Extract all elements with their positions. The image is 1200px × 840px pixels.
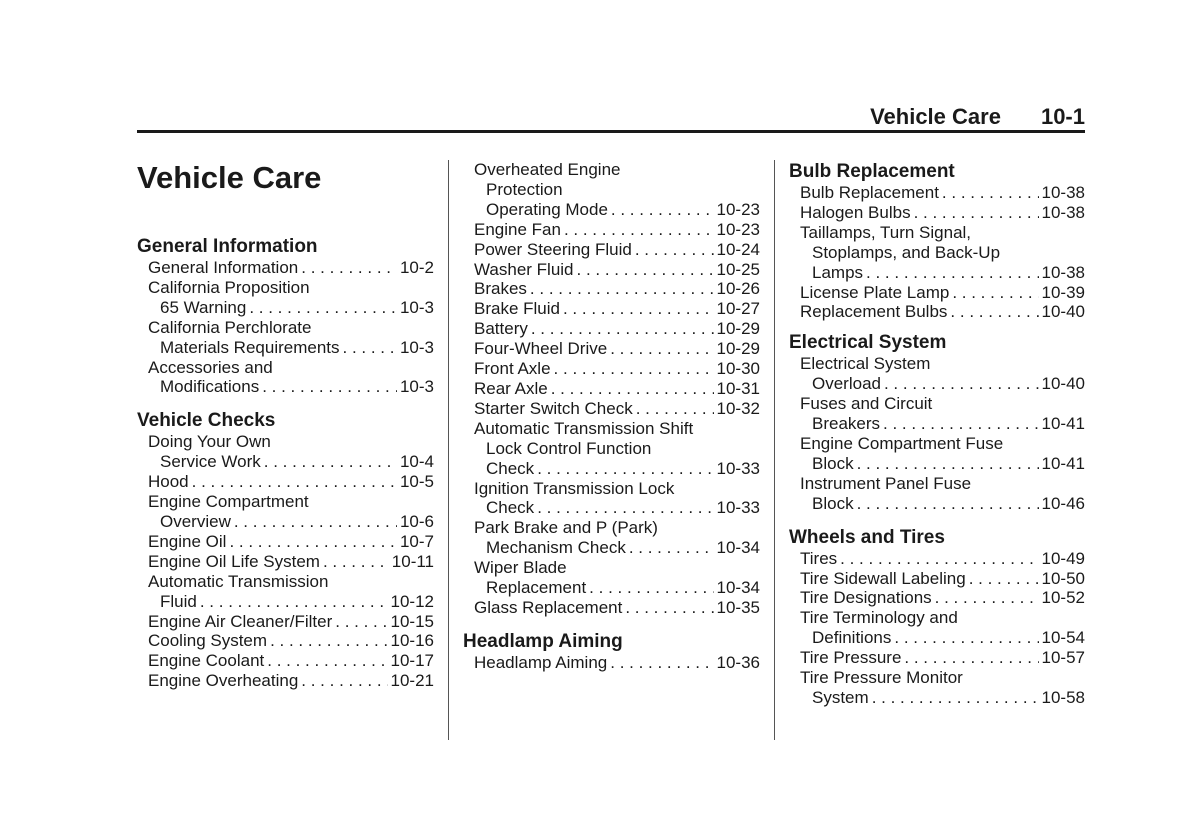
dot-leader [610,653,713,673]
dot-leader [952,283,1038,303]
toc-entry-text: General Information [148,258,299,277]
toc-entry-text: Protection [486,179,563,199]
toc-entry-text: Halogen Bulbs [800,202,911,222]
toc-entry-text: Tire Designations [800,588,932,608]
toc-entry-text: Cooling System [148,631,268,651]
header-page-number: 10-1 [1040,104,1085,129]
toc-entry-page: 10-26 [716,279,760,299]
dot-leader [200,592,388,612]
toc-entry-text: Electrical System [800,354,931,374]
toc-column-2 [463,160,760,673]
toc-entry[interactable] [800,549,1085,569]
section-entries [463,160,760,618]
toc-entry[interactable] [148,318,434,358]
toc-entry-page: 10-27 [716,299,760,319]
section-entries [789,183,1085,322]
dot-leader [335,612,387,632]
toc-entry-text: Tire Terminology and [800,608,958,628]
toc-entry-text: System [812,687,869,707]
toc-entry-text: Tire Sidewall Labeling [800,568,966,588]
toc-entry-text: Overheated Engine [474,160,621,179]
toc-entry[interactable] [474,379,760,399]
toc-entry-page: 10-23 [716,199,760,219]
dot-leader [577,260,714,280]
toc-entry-page: 10-17 [390,651,434,671]
running-header [137,100,1085,130]
header-rule [137,130,1085,133]
toc-entry-text: Glass Replacement [474,597,623,617]
toc-entry-page: 10-23 [716,219,760,239]
toc-entry-text: Engine Air Cleaner/Filter [148,611,333,631]
toc-entry[interactable] [148,532,434,552]
dot-leader [323,552,389,572]
toc-entry[interactable] [474,319,760,339]
toc-entry-text: Modifications [160,377,260,397]
dot-leader [551,379,714,399]
dot-leader [564,220,714,240]
toc-column-3 [789,160,1085,708]
section-entries [789,549,1085,708]
section-title: Headlamp Aiming [463,630,623,652]
toc-entry-text: California Perchlorate [148,317,312,337]
toc-entry[interactable] [800,223,1085,283]
dot-leader [234,512,397,532]
toc-entry-page: 10-54 [1041,628,1085,648]
toc-entry[interactable] [800,588,1085,608]
dot-leader [629,538,714,558]
toc-entry-text: Automatic Transmission Shift [474,418,694,438]
toc-entry-text: Check [486,498,535,518]
toc-entry[interactable] [800,569,1085,589]
toc-entry-page: 10-41 [1041,453,1085,473]
dot-leader [343,338,397,358]
toc-entry-text: Doing Your Own [148,432,271,452]
toc-entry-text: Fluid [160,591,197,611]
dot-leader [857,494,1039,514]
toc-entry[interactable] [800,183,1085,203]
dot-leader [229,532,397,552]
section-title: Wheels and Tires [789,526,945,548]
toc-column-1 [137,160,434,691]
dot-leader [267,651,387,671]
dot-leader [625,598,713,618]
toc-entry-page: 10-11 [391,551,434,571]
dot-leader [554,359,714,379]
toc-entry-text: Lamps [812,262,864,282]
toc-entry-page: 10-33 [716,498,760,518]
toc-entry-text: Block [812,453,854,473]
toc-entry-text: Wiper Blade [474,558,567,578]
toc-entry-text: Ignition Transmission Lock [474,478,675,498]
toc-entry-text: Stoplamps, and Back-Up [812,242,1001,262]
section-title: Bulb Replacement [789,161,955,182]
toc-entry-text: Park Brake and P (Park) [474,518,658,538]
section-entries [789,354,1085,513]
toc-entry[interactable] [474,479,760,519]
toc-entry-page: 10-15 [390,611,434,631]
toc-entry-text: Tire Pressure [800,648,902,668]
toc-entry-page: 10-3 [399,377,434,397]
section-entries [463,653,760,673]
dot-leader [872,688,1039,708]
toc-entry-page: 10-16 [390,631,434,651]
toc-entry-text: Engine Compartment Fuse [800,433,1004,453]
toc-entry-page: 10-52 [1041,588,1085,608]
toc-entry[interactable] [800,394,1085,434]
toc-entry-text: Engine Compartment [148,492,309,512]
toc-entry[interactable] [474,598,760,618]
toc-entry-text: Overview [160,511,231,531]
toc-entry-page: 10-46 [1041,493,1085,513]
toc-entry-text: Battery [474,319,528,339]
toc-entry-text: Engine Oil [148,531,227,551]
dot-leader [866,263,1038,283]
dot-leader [840,549,1038,569]
toc-entry-page: 10-36 [716,652,760,672]
toc-entry[interactable] [474,160,760,220]
toc-entry[interactable] [800,434,1085,474]
section-entries [137,258,434,397]
toc-entry-text: Hood [148,472,189,492]
toc-entry-text: Engine Overheating [148,671,299,691]
toc-entry[interactable] [800,354,1085,394]
toc-entry[interactable] [800,608,1085,648]
toc-entry-page: 10-24 [716,239,760,259]
dot-leader [914,203,1039,223]
toc-entry-text: Replacement Bulbs [800,302,948,322]
dot-leader [884,374,1039,394]
toc-entry-page: 10-4 [399,452,434,472]
toc-entry-text: Block [812,493,854,513]
toc-entry[interactable] [800,283,1085,303]
toc-entry-text: Definitions [812,628,892,648]
toc-entry-text: Service Work [160,452,261,472]
toc-entry-text: Breakers [812,414,881,434]
dot-leader [942,183,1039,203]
dot-leader [950,302,1038,322]
toc-entry-text: Engine Oil Life System [148,551,320,571]
toc-entry-text: Brakes [474,279,527,299]
dot-leader [530,279,714,299]
toc-entry-page: 10-34 [716,578,760,598]
toc-entry[interactable] [148,492,434,532]
toc-entry[interactable] [148,258,434,278]
toc-entry-page: 10-50 [1041,568,1085,588]
toc-entry-text: Accessories and [148,357,273,377]
toc-entry-page: 10-30 [716,359,760,379]
dot-leader [270,631,387,651]
section-entries [137,432,434,691]
dot-leader [883,414,1038,434]
dot-leader [611,200,714,220]
toc-entry-text: Operating Mode [486,199,608,219]
dot-leader [935,588,1039,608]
toc-entry-text: California Proposition [148,277,310,297]
toc-entry[interactable] [474,240,760,260]
dot-leader [969,569,1039,589]
dot-leader [249,298,397,318]
dot-leader [635,240,714,260]
toc-entry-text: Engine Fan [474,219,561,239]
dot-leader [531,319,714,339]
dot-leader [301,671,387,691]
toc-entry-page: 10-5 [399,472,434,492]
toc-entry-text: Overload [812,374,881,394]
toc-entry[interactable] [148,671,434,691]
page-title: Vehicle Care [137,160,322,195]
toc-entry[interactable] [800,668,1085,708]
toc-entry-text: Replacement [486,578,587,598]
toc-entry-page: 10-12 [390,591,434,611]
toc-entry[interactable] [148,612,434,632]
toc-entry-page: 10-34 [716,538,760,558]
toc-entry-page: 10-2 [399,258,434,277]
toc-entry-text: Headlamp Aiming [474,652,608,672]
toc-entry[interactable] [474,653,760,673]
toc-entry-page: 10-39 [1041,282,1085,302]
toc-entry-page: 10-38 [1041,262,1085,282]
toc-entry-text: Mechanism Check [486,538,626,558]
toc-entry-text: Taillamps, Turn Signal, [800,222,972,242]
toc-entry-text: Four-Wheel Drive [474,339,608,359]
toc-entry[interactable] [148,552,434,572]
dot-leader [636,399,714,419]
toc-entry-text: License Plate Lamp [800,282,950,302]
toc-entry-text: Tires [800,548,838,568]
toc-entry-text: Fuses and Circuit [800,394,933,414]
dot-leader [589,578,713,598]
toc-entry-page: 10-21 [390,671,434,691]
toc-entry-text: Brake Fluid [474,299,560,319]
toc-entry[interactable] [474,558,760,598]
column-divider [774,160,775,740]
toc-entry-text: Front Axle [474,359,551,379]
section-title: Vehicle Checks [137,410,276,432]
toc-entry-page: 10-35 [716,597,760,617]
toc-entry[interactable] [474,399,760,419]
toc-entry-page: 10-3 [399,337,434,357]
header-section-title: Vehicle Care [870,104,1001,129]
toc-entry[interactable] [148,651,434,671]
toc-entry-page: 10-29 [716,339,760,359]
toc-entry[interactable] [800,203,1085,223]
dot-leader [537,498,713,518]
toc-entry-page: 10-31 [716,378,760,398]
toc-entry[interactable] [474,518,760,558]
dot-leader [610,339,713,359]
toc-entry[interactable] [800,302,1085,322]
dot-leader [894,628,1038,648]
dot-leader [301,258,397,278]
toc-entry-page: 10-58 [1041,687,1085,707]
toc-entry-page: 10-29 [716,319,760,339]
toc-entry[interactable] [148,432,434,472]
toc-entry-page: 10-40 [1041,302,1085,322]
toc-entry[interactable] [800,648,1085,668]
toc-entry-page: 10-33 [716,458,760,478]
toc-entry-text: Instrument Panel Fuse [800,473,972,493]
toc-entry-page: 10-7 [399,531,434,551]
section-title: Electrical System [789,332,947,354]
toc-entry-text: Automatic Transmission [148,571,329,591]
dot-leader [537,459,713,479]
toc-entry[interactable] [474,419,760,479]
dot-leader [857,454,1039,474]
toc-entry-page: 10-32 [716,398,760,418]
dot-leader [563,299,714,319]
toc-entry-text: Tire Pressure Monitor [800,668,963,688]
dot-leader [264,452,397,472]
toc-entry-page: 10-6 [399,511,434,531]
toc-entry-text: Rear Axle [474,378,548,398]
section-title: General Information [137,236,318,257]
toc-entry-text: 65 Warning [160,297,247,317]
column-divider [448,160,449,740]
toc-entry-text: Engine Coolant [148,651,265,671]
toc-entry[interactable] [148,358,434,398]
toc-entry-page: 10-38 [1041,202,1085,222]
toc-entry-page: 10-49 [1041,548,1085,568]
toc-entry[interactable] [148,572,434,612]
toc-entry[interactable] [474,279,760,299]
toc-entry-text: Starter Switch Check [474,398,633,418]
toc-entry-text: Washer Fluid [474,259,574,279]
toc-entry[interactable] [148,631,434,651]
toc-entry[interactable] [474,359,760,379]
toc-entry-text: Materials Requirements [160,337,340,357]
toc-entry[interactable] [474,220,760,240]
toc-entry-text: Check [486,458,535,478]
toc-entry[interactable] [474,260,760,280]
toc-entry-page: 10-40 [1041,374,1085,394]
toc-entry-page: 10-3 [399,297,434,317]
toc-entry-text: Bulb Replacement [800,183,939,202]
toc-entry[interactable] [148,278,434,318]
toc-entry[interactable] [148,472,434,492]
toc-entry-page: 10-25 [716,259,760,279]
toc-entry[interactable] [800,474,1085,514]
toc-entry[interactable] [474,299,760,319]
toc-entry-text: Lock Control Function [486,438,652,458]
dot-leader [262,377,397,397]
toc-entry-page: 10-57 [1041,648,1085,668]
dot-leader [192,472,397,492]
dot-leader [904,648,1038,668]
toc-entry-text: Power Steering Fluid [474,239,632,259]
toc-entry-page: 10-41 [1041,414,1085,434]
toc-entry[interactable] [474,339,760,359]
toc-entry-page: 10-38 [1041,183,1085,202]
